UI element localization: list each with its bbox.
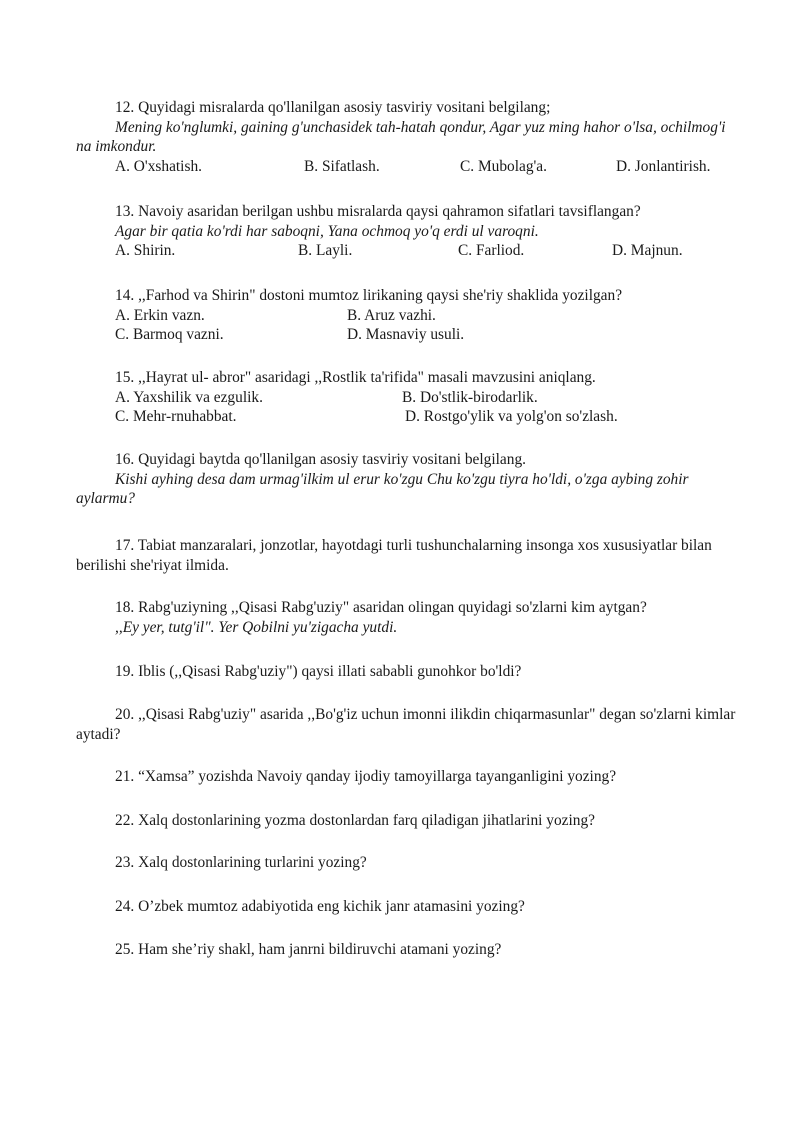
option-b: B. Do'stlik-birodarlik. (402, 388, 538, 406)
option-b: B. Sifatlash. (304, 157, 380, 175)
question-stem: 15. ,,Hayrat ul- abror" asaridagi ,,Rostlik ta'rifida" masali mavzusini aniqlang. (115, 369, 596, 386)
answer-options (76, 241, 736, 261)
option-a: A. Erkin vazn. (115, 306, 205, 324)
option-a: A. Shirin. (115, 242, 176, 259)
question-24 (76, 897, 736, 917)
question-23 (76, 853, 736, 873)
question-stem: 16. Quyidagi baytda qo'llanilgan asosiy tasviriy vositani belgilang. (115, 451, 526, 468)
question-21 (76, 767, 736, 787)
option-c: C. Farliod. (458, 242, 525, 259)
question-stem: 20. ,,Qisasi Rabg'uziy" asarida ,,Bo'g'iz uchun imonni ilikdin chiqarmasunlar" degan so'zlarni kimlar aytadi? (76, 706, 736, 743)
question-stem: 13. Navoiy asaridan berilgan ushbu misralarda qaysi qahramon sifatlari tavsiflangan? (115, 203, 641, 220)
question-25 (76, 940, 736, 960)
question-quote: Mening ko'nglumki, gaining g'unchasidek tah-hatah qondur, Agar yuz ming hahor o'lsa, ochilmog'i na imkondur. (76, 118, 726, 155)
option-d: D. Majnun. (612, 242, 683, 259)
question-20 (76, 705, 736, 744)
question-22 (76, 811, 736, 831)
question-17 (76, 536, 736, 575)
option-b: B. Aruz vazhi. (347, 306, 436, 324)
question-19 (76, 662, 736, 682)
answer-options-row-1 (76, 306, 736, 326)
option-d: D. Jonlantirish. (616, 157, 711, 175)
question-stem: 24. O’zbek mumtoz adabiyotida eng kichik janr atamasini yozing? (115, 898, 525, 915)
question-13 (76, 202, 736, 261)
option-a: A. Yaxshilik va ezgulik. (115, 388, 263, 406)
question-18 (76, 598, 736, 637)
option-b: B. Layli. (298, 242, 353, 259)
answer-options-row-2 (76, 407, 736, 427)
option-d: D. Masnaviy usuli. (347, 326, 465, 343)
question-quote: ,,Ey yer, tutg'il". Yer Qobilni yu'zigacha yutdi. (115, 618, 398, 636)
question-quote: Kishi ayhing desa dam urmag'ilkim ul erur ko'zgu Chu ko'zgu tiyra ho'ldi, o'zga aybing zohir aylarmu? (76, 470, 689, 507)
question-16 (76, 450, 736, 509)
option-d: D. Rostgo'ylik va yolg'on so'zlash. (405, 408, 618, 425)
question-15 (76, 368, 736, 427)
question-stem: 21. “Xamsa” yozishda Navoiy qanday ijodiy tamoyillarga tayanganligini yozing? (115, 768, 617, 785)
question-stem: 17. Tabiat manzaralari, jonzotlar, hayotdagi turli tushunchalarning insonga xos xususiyatlar bilan berilishi she'riyat ilmida. (76, 537, 712, 574)
option-c: C. Mubolag'a. (460, 157, 547, 175)
question-stem: 23. Xalq dostonlarining turlarini yozing? (115, 854, 367, 871)
answer-options-row-1 (76, 388, 736, 408)
question-quote: Agar bir qatia ko'rdi har saboqni, Yana ochmoq yo'q erdi ul varoqni. (115, 222, 539, 240)
answer-options (76, 157, 736, 177)
question-stem: 14. ,,Farhod va Shirin" dostoni mumtoz lirikaning qaysi she'riy shaklida yozilgan? (115, 287, 623, 304)
option-c: C. Mehr-rnuhabbat. (115, 408, 237, 425)
option-a: A. O'xshatish. (115, 157, 202, 175)
question-stem: 25. Ham she’riy shakl, ham janrni bildiruvchi atamani yozing? (115, 941, 502, 958)
answer-options-row-2 (76, 325, 736, 345)
question-14 (76, 286, 736, 345)
question-12 (76, 98, 736, 176)
question-stem: 12. Quyidagi misralarda qo'llanilgan asosiy tasviriy vositani belgilang; (115, 99, 551, 116)
question-stem: 19. Iblis (,,Qisasi Rabg'uziy") qaysi illati sababli gunohkor bo'ldi? (115, 663, 522, 680)
option-c: C. Barmoq vazni. (115, 326, 224, 343)
question-stem: 18. Rabg'uziyning ,,Qisasi Rabg'uziy" asaridan olingan quyidagi so'zlarni kim aytgan? (115, 599, 647, 616)
question-stem: 22. Xalq dostonlarining yozma dostonlardan farq qiladigan jihatlarini yozing? (115, 812, 595, 829)
